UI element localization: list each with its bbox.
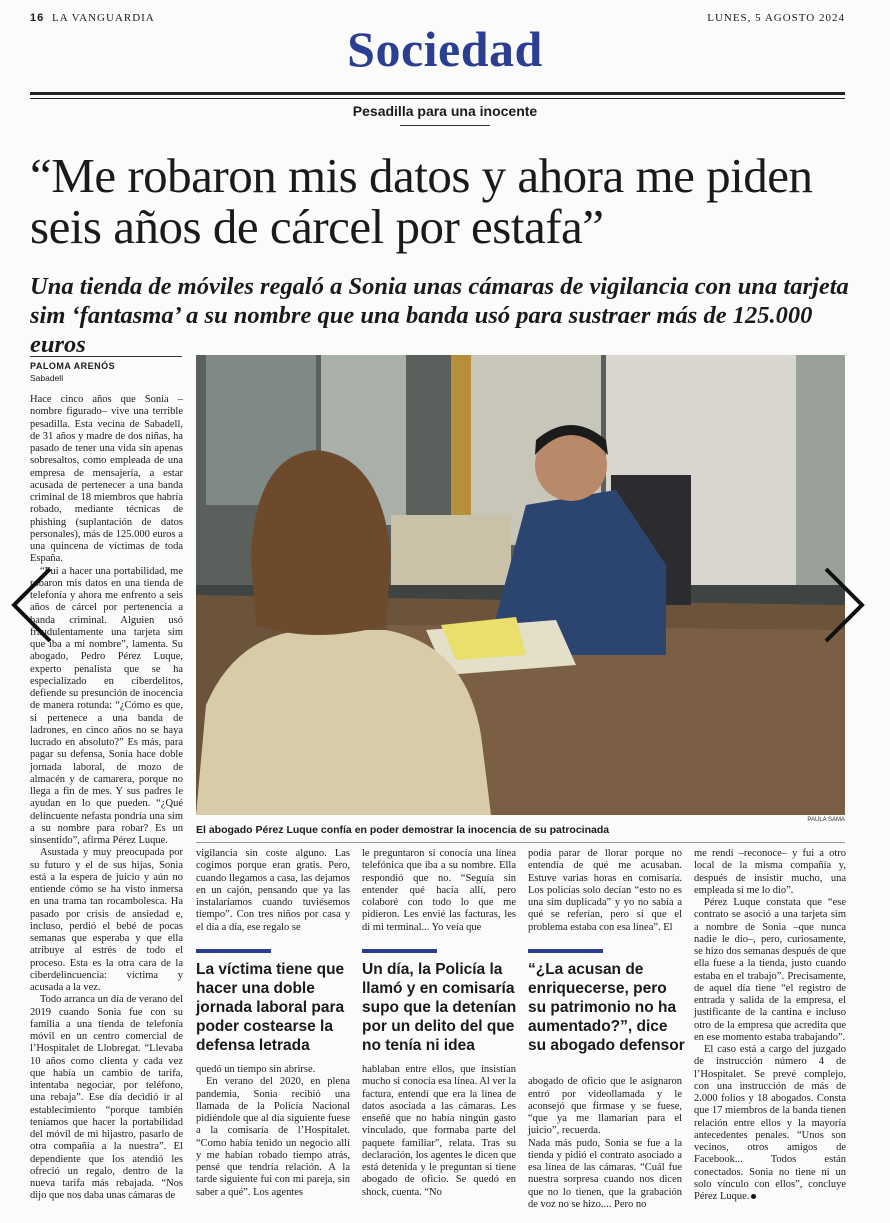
- headline: “Me robaron mis datos y ahora me piden seis años de cárcel por estafa”: [30, 148, 813, 254]
- photo-illustration: [196, 355, 845, 815]
- article-photo: [196, 355, 845, 815]
- article-column-5: [694, 848, 846, 1200]
- section-title: Sociedad: [347, 21, 543, 77]
- paragraph: hablaban entre ellos, que insistían mucho si conocía esa línea. Al ver la factura, entendí que era la línea de datos asociada a las cámaras. Les enseñé que no había ningún gasto vinculado, que formaba parte del paquete familiar”, relata. Tras su declaración, los agentes le dicen que está detenida y le preguntan si tiene abogado de oficio. Se quedó en shock, cuenta. “No: [362, 1064, 516, 1198]
- pullquote-bar: [196, 949, 271, 953]
- chevron-left-icon: [8, 565, 58, 645]
- pullquote-bar: [362, 949, 437, 953]
- subheadline: Una tienda de móviles regaló a Sonia unas cámaras de vigilancia con una tarjeta sim ‘fantasma’ a su nombre que una banda usó para sustraer más de 125.000 euros: [30, 273, 849, 358]
- photo-credit: PAULA SAMA: [807, 817, 845, 823]
- article-column-3: [362, 848, 516, 938]
- paragraph: vigilancia sin coste alguno. Las cogimos porque eran gratis. Pero, cuando llegamos a casa, las dejamos en un cajón, pensando que ya las instalaríamos cuando tuviésemos tiempo”. Con tres niños por casa y el día a día, ese regalo se: [196, 848, 350, 933]
- section-rule-thin: [30, 98, 845, 99]
- newspaper-name: LA VANGUARDIA: [52, 12, 155, 24]
- previous-button[interactable]: [8, 565, 58, 645]
- kicker: Pesadilla para una inocente: [352, 103, 538, 119]
- paragraph: quedó un tiempo sin abrirse.: [196, 1064, 316, 1075]
- paragraph: [694, 1044, 846, 1203]
- pullquote-1: La víctima tiene que hacer una doble jornada laboral para poder costearse la defensa letrada: [196, 961, 345, 1054]
- caption-rule: [196, 842, 845, 843]
- author-name: PALOMA ARENÓS: [30, 361, 116, 371]
- chevron-right-icon: [818, 565, 868, 645]
- paragraph: “Fui a hacer una portabilidad, me robaron mis datos en una tienda de telefonía y ahora me enfrento a seis años de cárcel por pertenencia a banda criminal. Alguien usó fraudulentamente una tarjeta sim que iba a mi nombre”, lamenta. Su abogado, Pedro Pérez Luque, experto penalista que se ha especializado en ciberdelitos, defiende su presunción de inocencia de manera rotunda: “¿Cómo es que, si pertenece a una banda de ladrones, en cinco años no se haya lucrado en absoluto?” Es más, para pagar su defensa, Sonia hace doble jornada laboral, de mozo de almacén y de camarera, porque no llega a fin de mes. Y sus padres le ayudan en lo que pueden. “¿Qué delincuente nefasta pondría una sim a su nombre para robar? Es un sinsentido”, afirma Pérez Luque.: [30, 565, 183, 846]
- paragraph: me rendí –reconoce– y fui a otro local de la misma compañía y, después de insistir mucho, una empleada sí me lo dio”.: [694, 848, 846, 896]
- section-rule: [30, 92, 845, 95]
- byline: [30, 356, 182, 383]
- article-column-3-continued: [362, 1064, 516, 1200]
- article-column-4: [528, 848, 682, 938]
- closing-paragraph: El caso está a cargo del juzgado de instrucción número 4 de l’Hospitalet. Se prevé complejo, con una instrucción de más de 2.000 folios y 18 abogados. Consta que 17 miembros de la banda tienen relación entre ellos y la mayoría antecedentes penales. “Unos son vecinos, otros amigos de Facebook... Todos están conectados. Sonia no tiene ni un solo vínculo con ellos”, concluye Pérez Luque.: [694, 1044, 846, 1202]
- photo-caption: El abogado Pérez Luque confía en poder demostrar la inocencia de su patrocinada: [196, 824, 610, 836]
- paragraph: Todo arranca un día de verano del 2019 cuando Sonia fue con su familia a una tienda de telefonía móvil en un centro comercial de l’Hospitalet de Llobregat. “Llevaba 10 años como clienta y cada vez que había un cambio de tarifa, intentaba negociar, por teléfono, una rebaja”. Ese día decidió ir al establecimiento “porque también teníamos que hacer la portabilidad del móvil de mi hijastro, pasarlo de otra compañía a la nuestra”. El dependiente que los atendió les ofreció un regalo, dentro de la nueva tarifa más rebajada. “Nos dijo que nos daba unas cámaras de: [30, 994, 183, 1202]
- pullquote-3: “¿La acusan de enriquecerse, pero su patrimonio no ha aumentado?”, dice su abogado defensor: [528, 961, 685, 1054]
- end-mark: [751, 1194, 756, 1199]
- pullquote-2: Un día, la Policía la llamó y en comisaría supo que la detenían por un delito del que no tenía ni idea: [362, 961, 517, 1054]
- paragraph: Asustada y muy preocupada por su futuro y el de sus hijas, Sonia está a la espera de juicio y aún no entiende cómo se ha visto inmersa en una trama tan rocambolesca. Ha pasado por crisis de ansiedad e, incluso, perdió el bebé de pocas semanas que esperaba y que ella atribuye al estrés de todo el proceso. Esta es la otra cara de la ciberdelincuencia: víctima y acusada a la vez.: [30, 847, 183, 993]
- paragraph: En verano del 2020, en plena pandemia, Sonia recibió una llamada de la Policía Nacional pidiéndole que al día siguiente fuese a la comisaría de l’Hospitalet. “Como había tenido un negocio allí y me habían robado tiempo atrás, pensé que tendría relación. A la tarde siguiente fui con mi pareja, sin saber a qué”. Los agentes: [196, 1076, 350, 1198]
- article-column-1: [30, 394, 183, 1200]
- next-button[interactable]: [818, 565, 868, 645]
- article-column-2-continued: [196, 1064, 350, 1200]
- pullquote-bar: [528, 949, 603, 953]
- author-location: Sabadell: [30, 373, 64, 383]
- page-number: 16: [30, 12, 45, 24]
- paragraph: abogado de oficio que le asignaron entró por videollamada y le aconsejó que firmase y se fuese, “que ya me llamarían para el juicio”, recuerda. Nada más pudo, Sonia se fue a la tienda y pidió el contrato asociado a esa línea de las cámaras. “Cuál fue nuestra sorpresa cuando nos dicen que no lo tienen, que la grabación de voz no se hizo.... Pero no: [528, 1076, 682, 1210]
- paragraph: Hace cinco años que Sonia –nombre figurado– vive una terrible pesadilla. Esta vecina de Sabadell, de 31 años y madre de dos niñas, ha pasado de tener una vida sin apenas sobresaltos, como empleada de una empresa de mensajería, a estar acusada de pertenecer a una banda criminal de 18 miembros que habría robado, mediante técnicas de phishing (suplantación de datos personales), más de 125.000 euros a una quincena de víctimas de toda España.: [30, 394, 183, 565]
- paragraph: Pérez Luque constata que “ese contrato se asoció a una tarjeta sim a nombre de Sonia –que nunca nadie le dio–, pero, curiosamente, se hizo dos semanas después de que ella fuese a la tienda, justo cuando estaba en el trabajo”. Precisamente, de aquel día tiene “el registro de entrada y salida de la empresa, el justificante de la cantina e incluso otro de la empresa que acredita que en ese momento estaba trabajando”.: [694, 897, 846, 1043]
- paragraph: le preguntaron si conocía una línea telefónica que iba a su nombre. Ella respondió que no. “Seguía sin entender qué hacía allí, pero colaboré con todo lo que me pidieron. Les envié las facturas, les di mi terminal... Yo veía que: [362, 848, 516, 933]
- paragraph: podía parar de llorar porque no entendía de qué me acusaban. Estuve varias horas en comisaría. Los policías solo decían “esto no es una sim duplicada” y yo no sabía a qué se referían, pero sí que el problema estaba con esa línea”. El: [528, 848, 682, 933]
- article-column-4-continued: [528, 1064, 682, 1210]
- kicker-underline: [400, 125, 490, 126]
- issue-date: LUNES, 5 AGOSTO 2024: [707, 12, 845, 24]
- article-column-2: [196, 848, 350, 938]
